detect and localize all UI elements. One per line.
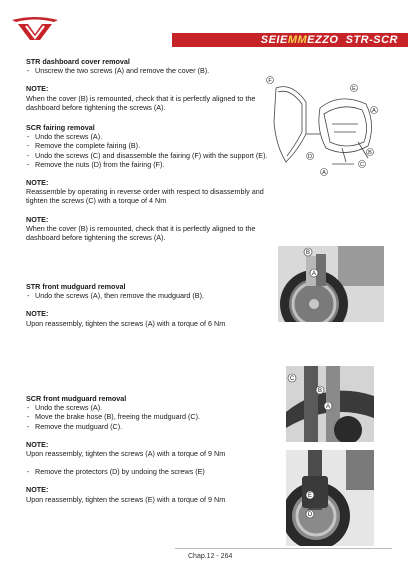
step-item: - Undo the screws (A), then remove the mudguard (B). <box>26 291 266 300</box>
brand-part4: STR-SCR <box>345 34 398 46</box>
note-text: When the cover (B) is remounted, check that it is perfectly aligned to the dashboard before tightening the screws (A). <box>26 223 256 243</box>
section-title: SCR fairing removal <box>26 123 95 132</box>
scr-wheel-label-a: A <box>325 404 331 410</box>
protector-label-d: D <box>307 512 313 518</box>
scr-wheel-label-b: B <box>317 388 323 394</box>
step-item: - Undo the screws (A). <box>26 132 284 141</box>
brand-part2: MM <box>287 34 308 46</box>
step-item: - Remove the protectors (D) by undoing the screws (E) <box>26 467 266 476</box>
section-scr-mudguard <box>26 394 266 504</box>
step-item: - Unscrew the two screws (A) and remove the cover (B). <box>26 66 284 75</box>
fairing-label-a2: A <box>322 170 326 176</box>
section-str-dashboard <box>26 57 284 112</box>
note-label: NOTE: <box>26 485 49 495</box>
footer-divider <box>175 548 392 549</box>
protector-label-e: E <box>307 493 313 499</box>
section-scr-fairing <box>26 123 284 242</box>
step-item: - Remove the complete fairing (B). <box>26 141 284 150</box>
str-front-wheel-photo <box>278 246 384 322</box>
note-text: When the cover (B) is remounted, check that it is perfectly aligned to the dashboard before tightening the screws (A). <box>26 93 256 112</box>
note-text: Upon reassembly, tighten the screws (E) with a torque of 9 Nm <box>26 494 226 504</box>
note-label: NOTE: <box>26 84 49 94</box>
str-wheel-label-a: A <box>311 271 317 277</box>
front-protector-photo <box>286 450 374 546</box>
scr-front-mudguard-photo <box>286 366 374 442</box>
page-number: Chap.12 - 264 <box>188 553 233 560</box>
section-title: SCR front mudguard removal <box>26 394 127 403</box>
moto-guzzi-eagle-logo <box>10 12 60 42</box>
fairing-label-e: E <box>352 86 356 92</box>
step-item: - Undo the screws (C) and disassemble the fairing (F) with the support (E). <box>26 151 284 160</box>
section-title: STR dashboard cover removal <box>26 57 130 66</box>
model-banner <box>172 33 408 47</box>
note-label: NOTE: <box>26 309 49 319</box>
scr-wheel-label-c: C <box>289 376 295 382</box>
note-label: NOTE: <box>26 178 49 188</box>
section-str-mudguard <box>26 282 266 328</box>
brand-part1: SEIE <box>260 34 288 46</box>
step-item: - Undo the screws (A). <box>26 403 266 412</box>
note-text: Reassemble by operating in reverse order with respect to disassembly and tighten the screws (C) with a torque of 4 Nm <box>26 187 264 206</box>
brand-part3: EZZO <box>307 34 339 46</box>
note-label: NOTE: <box>26 214 49 224</box>
fairing-exploded-diagram <box>262 72 390 180</box>
step-item: - Move the brake hose (B), freeing the mudguard (C). <box>26 412 266 421</box>
fairing-label-d: D <box>308 154 312 160</box>
str-wheel-label-b: B <box>305 250 311 256</box>
note-text: Upon reassembly, tighten the screws (A) with a torque of 9 Nm <box>26 449 226 459</box>
fairing-label-a: A <box>372 108 376 114</box>
section-title: STR front mudguard removal <box>26 282 126 291</box>
step-item: - Remove the mudguard (C). <box>26 422 266 431</box>
fairing-label-b: B <box>368 150 372 156</box>
step-item: - Remove the nuts (D) from the fairing (F). <box>26 160 284 169</box>
fairing-label-c: C <box>360 162 364 168</box>
note-label: NOTE: <box>26 439 49 449</box>
fairing-label-f: F <box>268 78 272 84</box>
note-text: Upon reassembly, tighten the screws (A) with a torque of 6 Nm <box>26 318 226 328</box>
